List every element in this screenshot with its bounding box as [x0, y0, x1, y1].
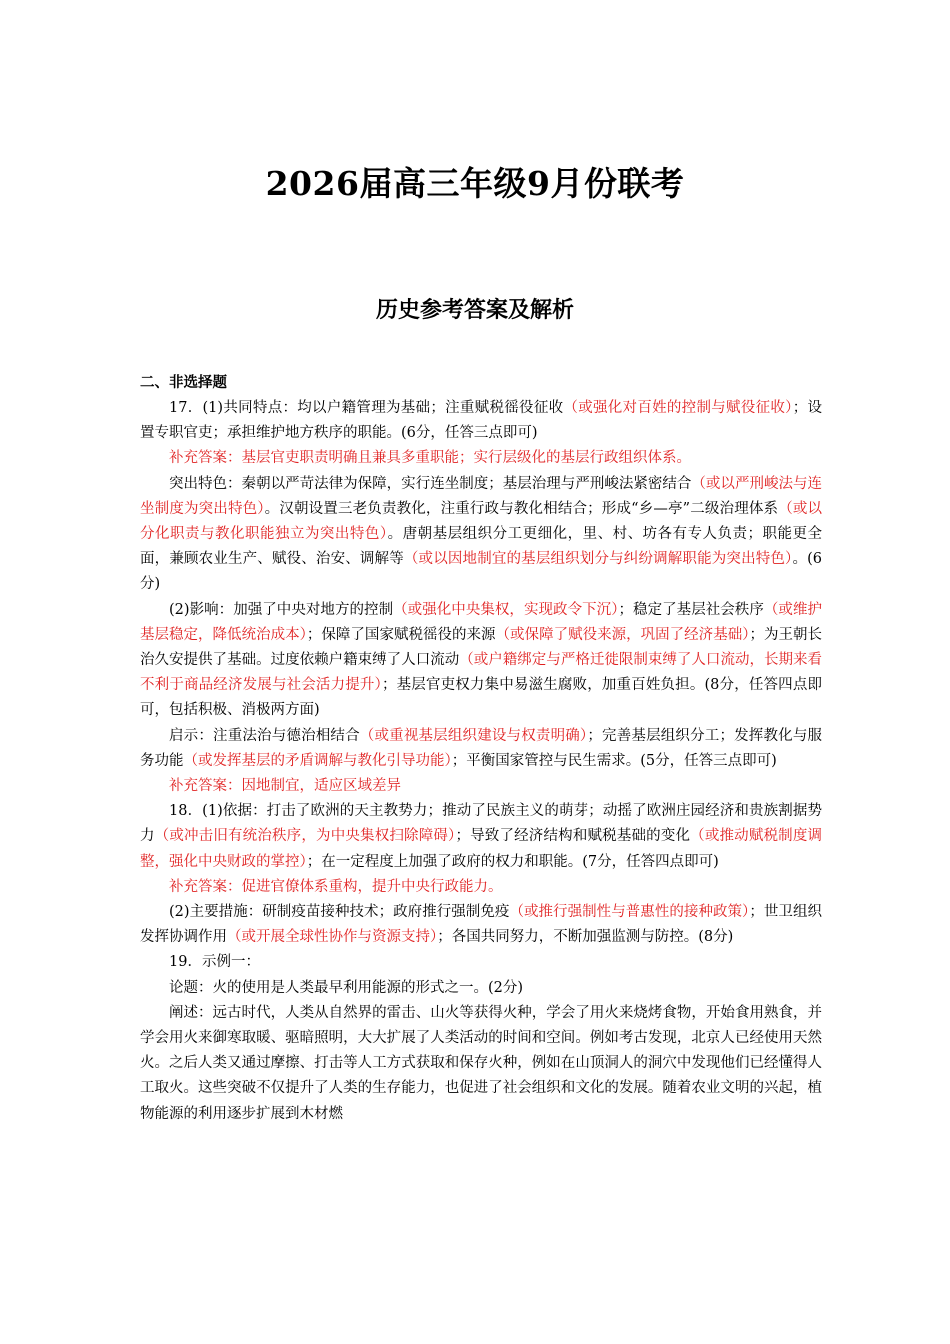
section-heading: 二、非选择题 — [140, 375, 227, 391]
alternative-answer-text: （或强化对百姓的控制与赋役征收） — [563, 400, 793, 416]
answer-paragraph — [140, 875, 822, 900]
answer-text: ；稳定了基层社会秩序 — [618, 601, 764, 618]
answer-text: 19．示例一： — [169, 954, 260, 971]
alternative-answer-text: 补充答案：基层官吏职责明确且兼具多重职能；实行层级化的基层行政组织体系。 — [169, 450, 691, 467]
page-subtitle: 历史参考答案及解析 — [375, 298, 574, 323]
page-title: 2026届高三年级9月份联考 — [265, 164, 685, 203]
answer-paragraph — [140, 472, 822, 598]
alternative-answer-text: （或开展全球性协作与资源支持） — [227, 929, 438, 946]
answer-text: ；保障了国家赋税徭役的来源 — [306, 626, 496, 643]
answer-text: 突出特色：秦朝以严苛法律为保障，实行连坐制度；基层治理与严刑峻法紧密结合 — [169, 475, 692, 492]
answer-text: ；平衡国家管控与民生需求。(5分，任答三点即可) — [451, 752, 777, 769]
answer-text: (2)影响：加强了中央对地方的控制 — [169, 601, 394, 618]
answer-text: ；在一定程度上加强了政府的权力和职能。(7分，任答四点即可) — [306, 853, 719, 870]
answer-paragraph — [140, 900, 822, 950]
alternative-answer-text: （或以分化职责与教化职能独立为突出特色） — [140, 500, 823, 543]
answer-text: ；世卫组织发挥协调作用 — [140, 904, 823, 946]
answer-text: ；基层官吏权力集中易滋生腐败，加重百姓负担。(8分，任答四点即可，包括积极、消极两方面) — [140, 677, 822, 719]
alternative-answer-text: （或推动赋税制度调整，强化中央财政的掌控） — [140, 828, 823, 870]
alternative-answer-text: 补充答案：促进官僚体系重构，提升中央行政能力。 — [169, 878, 503, 895]
answer-paragraph — [140, 950, 822, 975]
paragraph-list — [140, 396, 822, 1127]
alternative-answer-text: （或强化中央集权，实现政令下沉） — [393, 601, 619, 618]
answer-paragraph — [140, 724, 822, 774]
alternative-answer-text: （或保障了赋役来源，巩固了经济基础） — [495, 626, 750, 643]
answer-paragraph — [140, 799, 822, 875]
answer-text: (2)主要措施：研制疫苗接种技术；政府推行强制免疫 — [169, 904, 510, 921]
alternative-answer-text: （或发挥基层的矛盾调解与教化引导功能） — [183, 752, 452, 769]
answer-paragraph — [140, 1001, 822, 1127]
answer-text: ；完善基层组织分工；发挥教化与服务功能 — [140, 727, 823, 769]
alternative-answer-text: 补充答案：因地制宜，适应区域差异 — [169, 778, 401, 795]
answer-text: ；设置专职官吏；承担维护地方秩序的职能。(6分，任答三点即可) — [140, 400, 823, 442]
alternative-answer-text: （或维护基层稳定，降低统治成本） — [140, 601, 823, 643]
answer-text: ；各国共同努力，不断加强监测与防控。(8分) — [437, 929, 734, 946]
answer-text: ；为王朝长治久安提供了基础。过度依赖户籍束缚了人口流动 — [140, 626, 823, 669]
answer-text: 。汉朝设置三老负责教化，注重行政与教化相结合；形成“乡—亭”二级治理体系 — [264, 500, 779, 517]
alternative-answer-text: （或冲击旧有统治秩序，为中央集权扫除障碍） — [154, 828, 456, 845]
alternative-answer-text: （或以因地制宜的基层组织划分与纠纷调解职能为突出特色） — [403, 551, 793, 568]
answer-text: 。(6分) — [140, 551, 823, 593]
alternative-answer-text: （或推行强制性与普惠性的接种政策） — [509, 904, 750, 921]
answer-paragraph — [140, 598, 822, 724]
answer-text: 论题：火的使用是人类最早利用能源的形式之一。(2分) — [169, 979, 524, 996]
answer-text: 17．(1)共同特点：均以户籍管理为基础；注重赋税徭役征收 — [169, 400, 564, 416]
answer-paragraph — [140, 396, 822, 446]
answer-paragraph — [140, 774, 822, 799]
answer-text: ；导致了经济结构和赋税基础的变化 — [455, 828, 691, 845]
answer-text: 。唐朝基层组织分工更细化，里、村、坊各有专人负责；职能更全面，兼顾农业生产、赋役、治安、调解等 — [140, 526, 822, 568]
answer-paragraph — [140, 976, 822, 1001]
answer-text: 18．(1)依据：打击了欧洲的天主教势力；推动了民族主义的萌芽；动摇了欧洲庄园经济和贵族割据势力 — [140, 803, 822, 845]
answer-paragraph — [140, 446, 822, 471]
answer-text: 启示：注重法治与德治相结合 — [169, 727, 360, 744]
answer-content — [140, 371, 822, 1127]
answer-text: 阐述：远古时代，人类从自然界的雷击、山火等获得火种，学会了用火来烧烤食物，开始食用熟食，并学会用火来御寒取暖、驱暗照明，大大扩展了人类活动的时间和空间。例如考古发现，北京人已经使用天然火。之后人类又通过摩擦、打击等人工方式获取和保存火种，例如在山顶洞人的洞穴中发现他们已经懂得人工取火。这些突破不仅提升了人类的生存能力，也促进了社会组织和文化的发展。随着农业文明的兴起，植物能源的利用逐步扩展到木材燃 — [140, 1004, 822, 1122]
alternative-answer-text: （或以严刑峻法与连坐制度为突出特色） — [140, 475, 822, 517]
alternative-answer-text: （或户籍绑定与严格迁徙限制束缚了人口流动，长期来看不利于商品经济发展与社会活力提升） — [140, 652, 823, 694]
alternative-answer-text: （或重视基层组织建设与权责明确） — [359, 727, 588, 744]
